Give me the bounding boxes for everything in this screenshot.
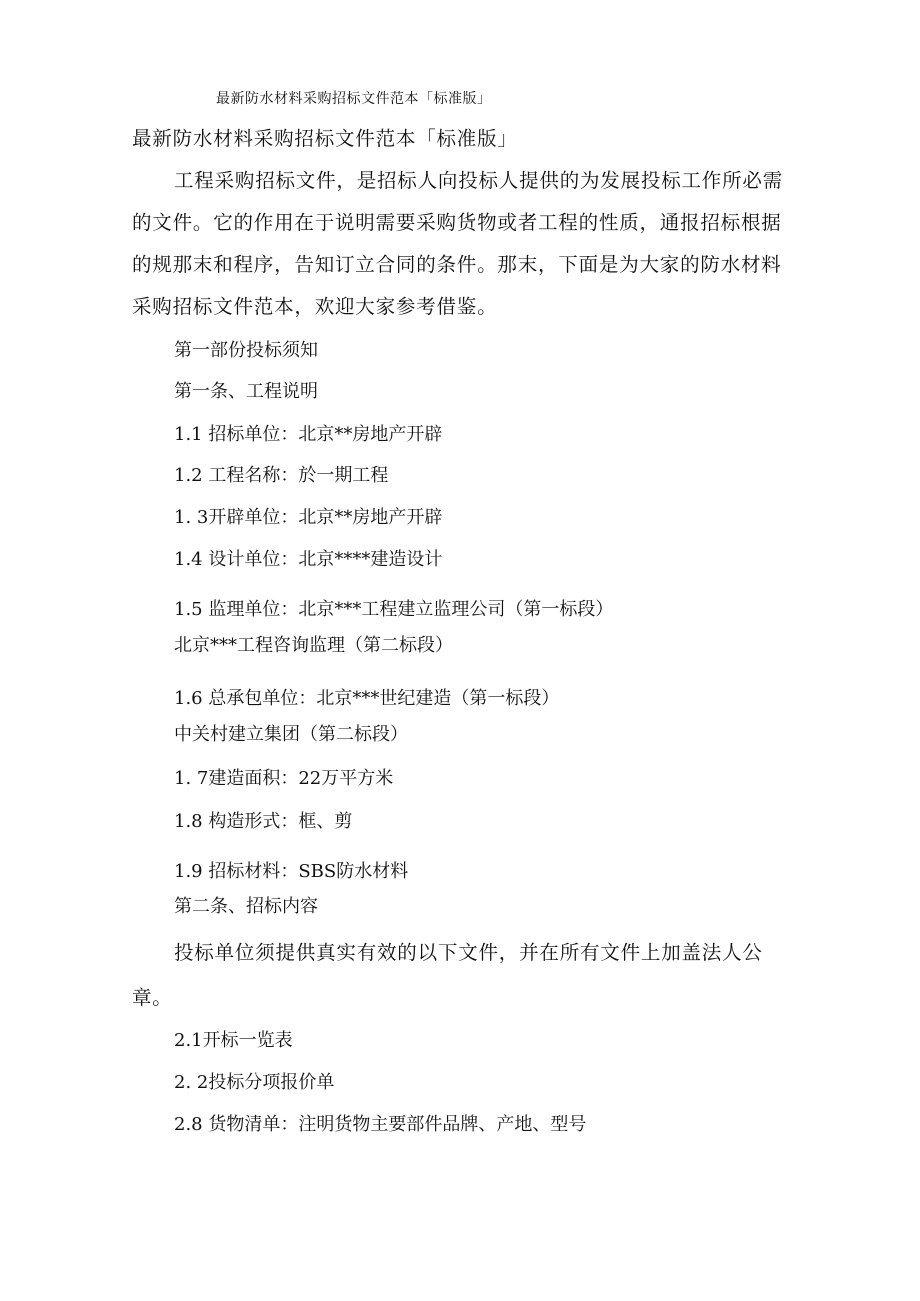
item-1-8: 1.8 构造形式：框、剪 bbox=[174, 811, 353, 832]
item-1-3: 1. 3开辟单位：北京**房地产开辟 bbox=[174, 507, 443, 528]
item-1-1: 1.1 招标单位：北京**房地产开辟 bbox=[174, 424, 443, 445]
intro-line-4: 采购招标文件范本，欢迎大家参考借鉴。 bbox=[132, 295, 498, 318]
intro-line-2: 的文件。它的作用在于说明需要采购货物或者工程的性质，通报招标根据 bbox=[132, 211, 782, 234]
item-1-5-second-section: 北京***工程咨询监理（第二标段） bbox=[174, 635, 453, 656]
item-1-4: 1.4 设计单位：北京****建造设计 bbox=[174, 549, 443, 570]
article2-heading: 第二条、招标内容 bbox=[174, 896, 318, 917]
running-header: 最新防水材料采购招标文件范本「标准版」 bbox=[216, 91, 492, 107]
document-title: 最新防水材料采购招标文件范本「标准版」 bbox=[132, 127, 518, 150]
article1-heading: 第一条、工程说明 bbox=[174, 381, 318, 402]
item-2-1: 2.1开标一览表 bbox=[174, 1030, 293, 1051]
item-1-7: 1. 7建造面积：22万平方米 bbox=[174, 768, 394, 789]
item-2-2: 2. 2投标分项报价单 bbox=[174, 1072, 335, 1093]
item-1-2: 1.2 工程名称：於一期工程 bbox=[174, 465, 389, 486]
item-2-3: 2.8 货物清单：注明货物主要部件品牌、产地、型号 bbox=[174, 1114, 587, 1135]
item-1-6-first-section: 1.6 总承包单位：北京***世纪建造（第一标段） bbox=[174, 688, 560, 709]
intro-line-3: 的规那末和程序，告知订立合同的条件。那末，下面是为大家的防水材料 bbox=[132, 253, 782, 276]
article2-intro-line-2: 章。 bbox=[132, 986, 173, 1009]
item-1-9: 1.9 招标材料：SBS防水材料 bbox=[174, 861, 409, 882]
item-1-5-first-section: 1.5 监理单位：北京***工程建立监理公司（第一标段） bbox=[174, 599, 614, 620]
article2-intro-line-1: 投标单位须提供真实有效的以下文件，并在所有文件上加盖法人公 bbox=[174, 941, 763, 964]
item-1-6-second-section: 中关村建立集团（第二标段） bbox=[174, 724, 408, 745]
part1-heading: 第一部份投标须知 bbox=[174, 340, 318, 361]
intro-line-1: 工程采购招标文件，是招标人向投标人提供的为发展投标工作所必需 bbox=[174, 169, 784, 192]
